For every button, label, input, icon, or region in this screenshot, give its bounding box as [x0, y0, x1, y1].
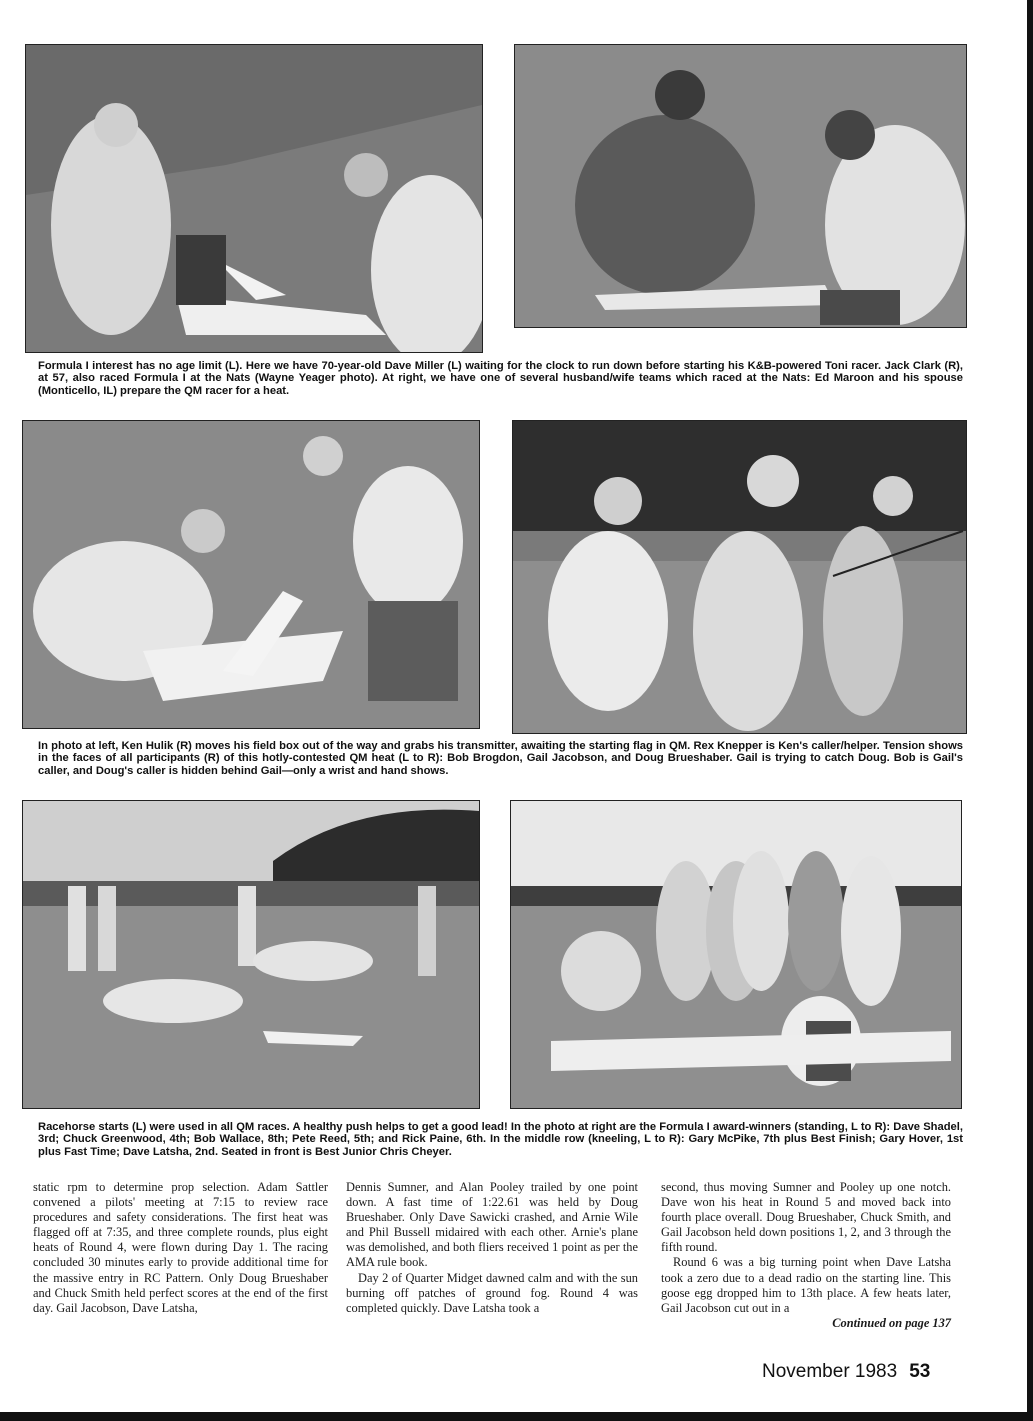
article-paragraph: second, thus moving Sumner and Pooley up one notch. Dave won his heat in Round 5 and moved back into fourth place overall. Doug Brueshaber, Chuck Smith, and Gail Jacobson held down positions 1, 2, and 3 through the fifth round.: [661, 1180, 951, 1255]
photo-illustration: [513, 421, 966, 733]
article-paragraph: Day 2 of Quarter Midget dawned calm and with the sun burning off patches of ground fog. Round 4 was completed quickly. Dave Latsha took a: [346, 1270, 638, 1315]
caption-bottom: Racehorse starts (L) were used in all QM races. A healthy push helps to get a good lead! In the photo at right are the Formula I award-winners (standing, L to R): Dave Shadel, 3rd; Chuck Greenwood, 4th; Bob Wallace, 8th; Pete Reed, 5th; and Rick Paine, 6th. In the middle row (kneeling, L to R): Gary McPike, 7th plus Best Finish; Gary Hover, 1st plus Fast Time; Dave Latsha, 2nd. Seated in front is Best Junior Chris Cheyer.: [38, 1121, 963, 1158]
continued-link[interactable]: Continued on page 137: [832, 1315, 951, 1330]
article-column-2: [346, 1180, 638, 1316]
page-edge: [1027, 0, 1033, 1421]
article-paragraph: Round 6 was a big turning point when Dave Latsha took a zero due to a dead radio on the starting line. This goose egg dropped him to 13th place. A few heats later, Gail Jacobson cut out in a: [661, 1255, 951, 1315]
photo-award-winners: [510, 800, 962, 1109]
photo-illustration: [26, 45, 482, 352]
photo-formula1-miller-clark: [25, 44, 483, 353]
page-bottom-edge: [0, 1412, 1033, 1421]
article-paragraph: Dennis Sumner, and Alan Pooley trailed by one point down. A fast time of 1:22.61 was held by Doug Brueshaber. Only Dave Sawicki crashed, and Arnie Wile and Phil Bussell midaired with each other. Arnie's plane was demolished, and both fliers received 1 point as per the AMA rule book.: [346, 1180, 638, 1270]
issue-date: November 1983: [762, 1361, 898, 1382]
page-number: 53: [909, 1361, 931, 1382]
photo-ken-hulik: [22, 420, 480, 729]
photo-illustration: [511, 801, 961, 1108]
article-paragraph: static rpm to determine prop selection. Adam Sattler convened a pilots' meeting at 7:15 to review race procedures and safety considerations. The first heat was flagged off at 7:35, and three complete rounds, plus eight heats of Round 4, were flown during Day 1. The racing concluded 30 minutes early to provide additional time for the massive entry in RC Pattern. Only Doug Brueshaber and Chuck Smith held perfect scores at the end of the first day. Gail Jacobson, Dave Latsha,: [33, 1180, 328, 1315]
article-column-1: [33, 1180, 328, 1316]
caption-top: Formula I interest has no age limit (L). Here we have 70-year-old Dave Miller (L) waiting for the clock to run down before starting his K&B-powered Toni racer. Jack Clark (R), at 57, also raced Formula I at the Nats (Wayne Yeager photo). At right, we have one of several husband/wife teams which raced at the Nats: Ed Maroon and his spouse (Monticello, IL) prepare the QM racer for a heat.: [38, 360, 963, 397]
photo-maroon-team: [514, 44, 967, 328]
page-footer: [762, 1361, 930, 1383]
article-column-3: [661, 1180, 951, 1331]
photo-illustration: [23, 421, 479, 728]
photo-illustration: [515, 45, 966, 327]
photo-illustration: [23, 801, 479, 1108]
photo-racehorse-starts: [22, 800, 480, 1109]
photo-qm-heat-callers: [512, 420, 967, 734]
caption-middle: In photo at left, Ken Hulik (R) moves his field box out of the way and grabs his transmitter, awaiting the starting flag in QM. Rex Knepper is Ken's caller/helper. Tension shows in the faces of all participants (R) of this hotly-contested QM heat (L to R): Bob Brogdon, Gail Jacobson, and Doug Brueshaber. Gail is trying to catch Doug. Bob is Gail's caller, and Doug's caller is hidden behind Gail—only a wrist and hand shows.: [38, 740, 963, 777]
